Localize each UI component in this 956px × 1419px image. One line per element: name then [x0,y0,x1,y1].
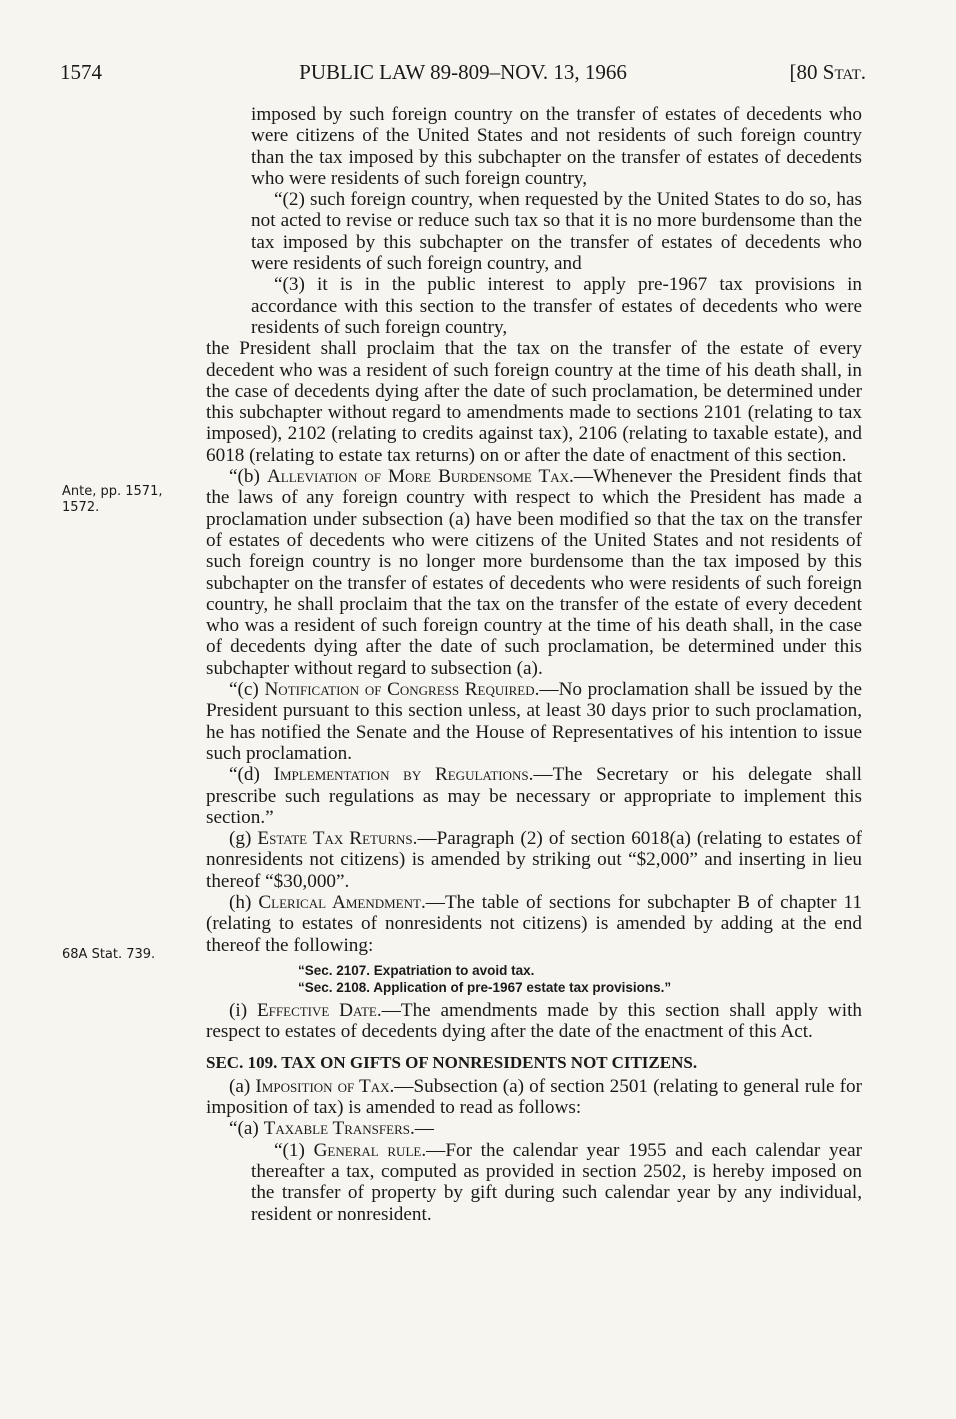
subsection-c-text: —No proclamation shall be issued by the President pursuant to this section unless, at least 30 days prior to such proclamation, he has notified the Senate and the House of Representatives of his intention to issue such proclamation. [206,679,862,764]
general-rule-label: “(1) [274,1139,305,1161]
subsection-d-heading: Implementation by Regulations. [273,764,534,786]
paragraph-proclamation: the President shall proclaim that the tax on the transfer of the estate of every decedent who was a resident of such foreign country at the time of his death shall, in the case of decedents dying after the date of such proclamation, be determined under this subchapter without regard to amendments made to sections 2101 (relating to tax imposed), 2102 (relating to credits against tax), 2106 (relating to taxable estate), and 6018 (relating to estate tax returns) on or after the date of enactment of this section. [206,338,862,466]
page-body [206,104,862,1225]
subsection-b-text: —Whenever the President finds that the laws of any foreign country with respect to which the President has made a proclamation under subsection (a) have been modified so that the tax on the transfer of estates of decedents who were citizens of the United States and not residents of such foreign country is no longer more burdensome than the tax imposed by this subchapter on the transfer of estates of decedents who were residents of such foreign country, he shall proclaim that the tax on the transfer of the estate of every decedent who was a resident of such foreign country at the time of his death shall, in the case of decedents dying after the date of such proclamation, be determined under this subchapter without regard to subsection (a). [206,466,863,679]
taxable-transfers-heading: Taxable Transfers. [263,1118,415,1140]
margin-note-ante: Ante, pp. 1571, 1572. [62,484,163,515]
table-line: “Sec. 2107. Expatriation to avoid tax. [298,962,535,978]
subsection-d-label: “(d) [229,764,260,786]
subsection-c-label: “(c) [229,679,259,701]
subsection-d [206,764,862,828]
subsection-g-text: —Paragraph (2) of section 6018(a) (relating to estates of nonresidents not citizens) is amended by striking out “$2,000” and inserting in lieu thereof “$30,000”. [206,828,863,892]
subsection-i-heading: Effective Date. [256,999,382,1021]
paragraph-item-2: “(2) such foreign country, when requested by the United States to do so, has not acted to revise or reduce such tax so that it is no more burdensome than the tax imposed by this subchapter on the transfer of estates of decedents who were residents of such foreign country, and [251,189,862,275]
subsection-a [206,1076,862,1119]
subsection-d-text: —The Secretary or his delegate shall prescribe such regulations as may be necessary or appropriate to implement this section.” [206,764,862,828]
table-line: “Sec. 2108. Application of pre-1967 estate tax provisions.” [298,979,672,995]
subsection-i [206,1000,862,1043]
subsection-c [206,679,862,764]
paragraph-continuation: imposed by such foreign country on the transfer of estates of decedents who were citizens of the United States and not residents of such foreign country than the tax imposed by this subchapter on the transfer of estates of decedents who were residents of such foreign country, [251,104,862,189]
page-header [60,60,866,90]
general-rule-heading: General rule. [313,1139,427,1161]
subsection-h-label: (h) [229,891,252,913]
general-rule-text: —For the calendar year 1955 and each calendar year thereafter a tax, computed as provided in section 2502, is hereby imposed on the transfer of property by gift during such calendar year by any individual, resident or nonresident. [251,1139,863,1225]
subsection-a-label: (a) [229,1075,251,1097]
subsection-b-label: “(b) [229,466,260,488]
taxable-transfers-label: “(a) [229,1118,259,1140]
subsection-a-text: —Subsection (a) of section 2501 (relating to general rule for imposition of tax) is amended to read as follows: [206,1075,862,1119]
subsection-g-label: (g) [229,828,252,850]
subsection-c-heading: Notification of Congress Required. [264,679,540,701]
subsection-a-heading: Imposition of Tax. [255,1075,395,1097]
subsection-taxable-transfers [206,1118,862,1139]
subsection-g [206,828,862,892]
subsection-i-text: —The amendments made by this section shall apply with respect to estates of decedents dying after the date of the enactment of this Act. [206,999,863,1043]
subsection-h-text: —The table of sections for subchapter B of chapter 11 (relating to estates of nonresidents not citizens) is amended by adding at the end thereof the following: [206,891,862,956]
subsection-h [206,892,862,956]
running-title: PUBLIC LAW 89-809–NOV. 13, 1966 [299,60,627,84]
taxable-transfers-text: — [414,1118,434,1140]
paragraph-general-rule [206,1140,862,1225]
subsection-b-heading: Alleviation of More Burdensome Tax. [266,466,574,488]
table-of-sections [206,962,862,996]
subsection-b [206,466,862,679]
page-number: 1574 [60,60,102,84]
margin-note-68a-stat: 68A Stat. 739. [62,947,156,962]
subsection-g-heading: Estate Tax Returns. [257,828,418,850]
statute-reference: [80 Stat. [789,60,866,84]
paragraph-item-3: “(3) it is in the public interest to apply pre-1967 tax provisions in accordance with this section to the transfer of estates of decedents who were residents of such foreign country, [251,274,862,338]
subsection-i-label: (i) [229,999,248,1021]
subsection-h-heading: Clerical Amendment. [258,891,426,913]
section-heading: SEC. 109. TAX ON GIFTS OF NONRESIDENTS NOT CITIZENS. [206,1053,698,1073]
